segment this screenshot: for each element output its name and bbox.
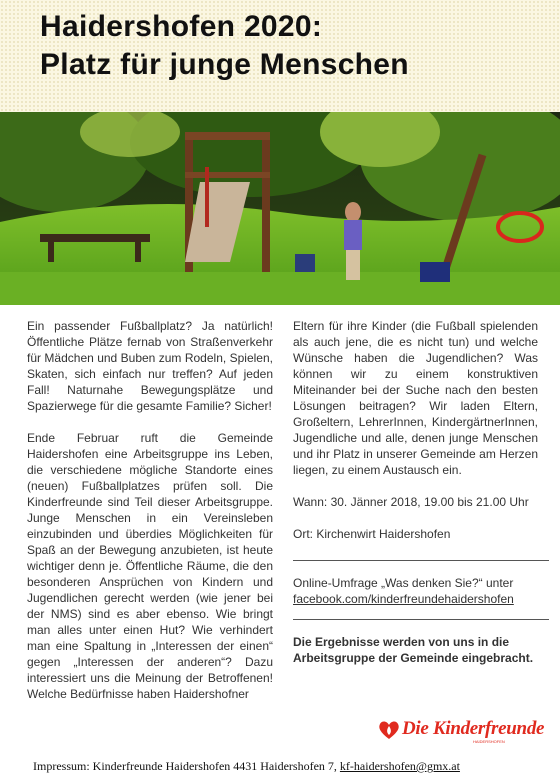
logo-subtext: HAIDERSHOFEN <box>473 739 505 744</box>
logo-wordmark: Die Kinderfreunde <box>402 718 545 739</box>
event-date: Wann: 30. Jänner 2018, 19.00 bis 21.00 Uhr <box>293 495 529 509</box>
working-group-paragraph: Ende Februar ruft die Gemeinde Haidershofen eine Arbeitsgruppe ins Leben, die verschiedene mögliche Standorte eines (neuen) Fußballplatzes prüfen soll. Die Kinderfreunde sind Teil dieser Arbeitsgruppe. Junge Menschen in ein Vereinsleben einzubinden und überdies Möglichkeiten für Spaß an der Bewegung anzubieten, ist heute wichtiger denn je. Öffentliche Räume, die den besonderen Ansprüchen von Kindern und Jugendlichen gerecht werden (wie jener bei der NMS) sind es aber ebenso. Wie bringt man alles unter einen Hut? Wie verhindert man eine Spaltung in „Interessen der einen“ gegen „Interessen der anderen“? Dazu interessiert uns die Meinung der Betroffenen! Welche Bedürfnisse haben Haidershofner <box>27 431 273 701</box>
kinderfreunde-logo <box>378 716 545 744</box>
title-banner <box>0 0 560 112</box>
title-line-1: Haidershofen 2020: <box>40 10 323 43</box>
imprint-text: Impressum: Kinderfreunde Haidershofen 4431 Haidershofen 7, <box>33 759 340 773</box>
playground-photo <box>0 112 560 305</box>
heart-icon <box>378 720 400 740</box>
imprint-footer <box>33 759 460 774</box>
invitation-paragraph: Eltern für ihre Kinder (die Fußball spielenden als auch jene, die es nicht tun) und welche Wünsche haben die Jugendlichen? Was können wir zu einem konstruktiven Miteinander bei der Suche nach den besten Lösungen beitragen? Wir laden Eltern, Großeltern, LehrerInnen, KindergärtnerInnen, Jugendliche und alle, denen junge Menschen und ihr Platz in unserer Gemeinde am Herzen liegen, zu einem Austausch ein. <box>293 319 538 477</box>
survey-text: Online-Umfrage „Was denken Sie?“ unter <box>293 576 514 590</box>
left-column <box>27 318 273 702</box>
imprint-email[interactable]: kf-haidershofen@gmx.at <box>339 759 460 773</box>
survey-link[interactable]: facebook.com/kinderfreundehaidershofen <box>293 592 514 606</box>
right-column <box>293 318 538 666</box>
results-note: Die Ergebnisse werden von uns in die Arbeitsgruppe der Gemeinde eingebracht. <box>293 635 534 665</box>
event-location: Ort: Kirchenwirt Haidershofen <box>293 527 451 541</box>
title-line-2: Platz für junge Menschen <box>40 48 409 81</box>
intro-paragraph: Ein passender Fußballplatz? Ja natürlich! Öffentliche Plätze fernab von Straßenverkehr für Mädchen und Buben zum Rodeln, Spielen, Skaten, sich einfach nur treffen? Auf jeden Fall! Naturnahe Bewegungsplätze und Spazierwege für die gesamte Familie? Sicher! <box>27 319 273 413</box>
